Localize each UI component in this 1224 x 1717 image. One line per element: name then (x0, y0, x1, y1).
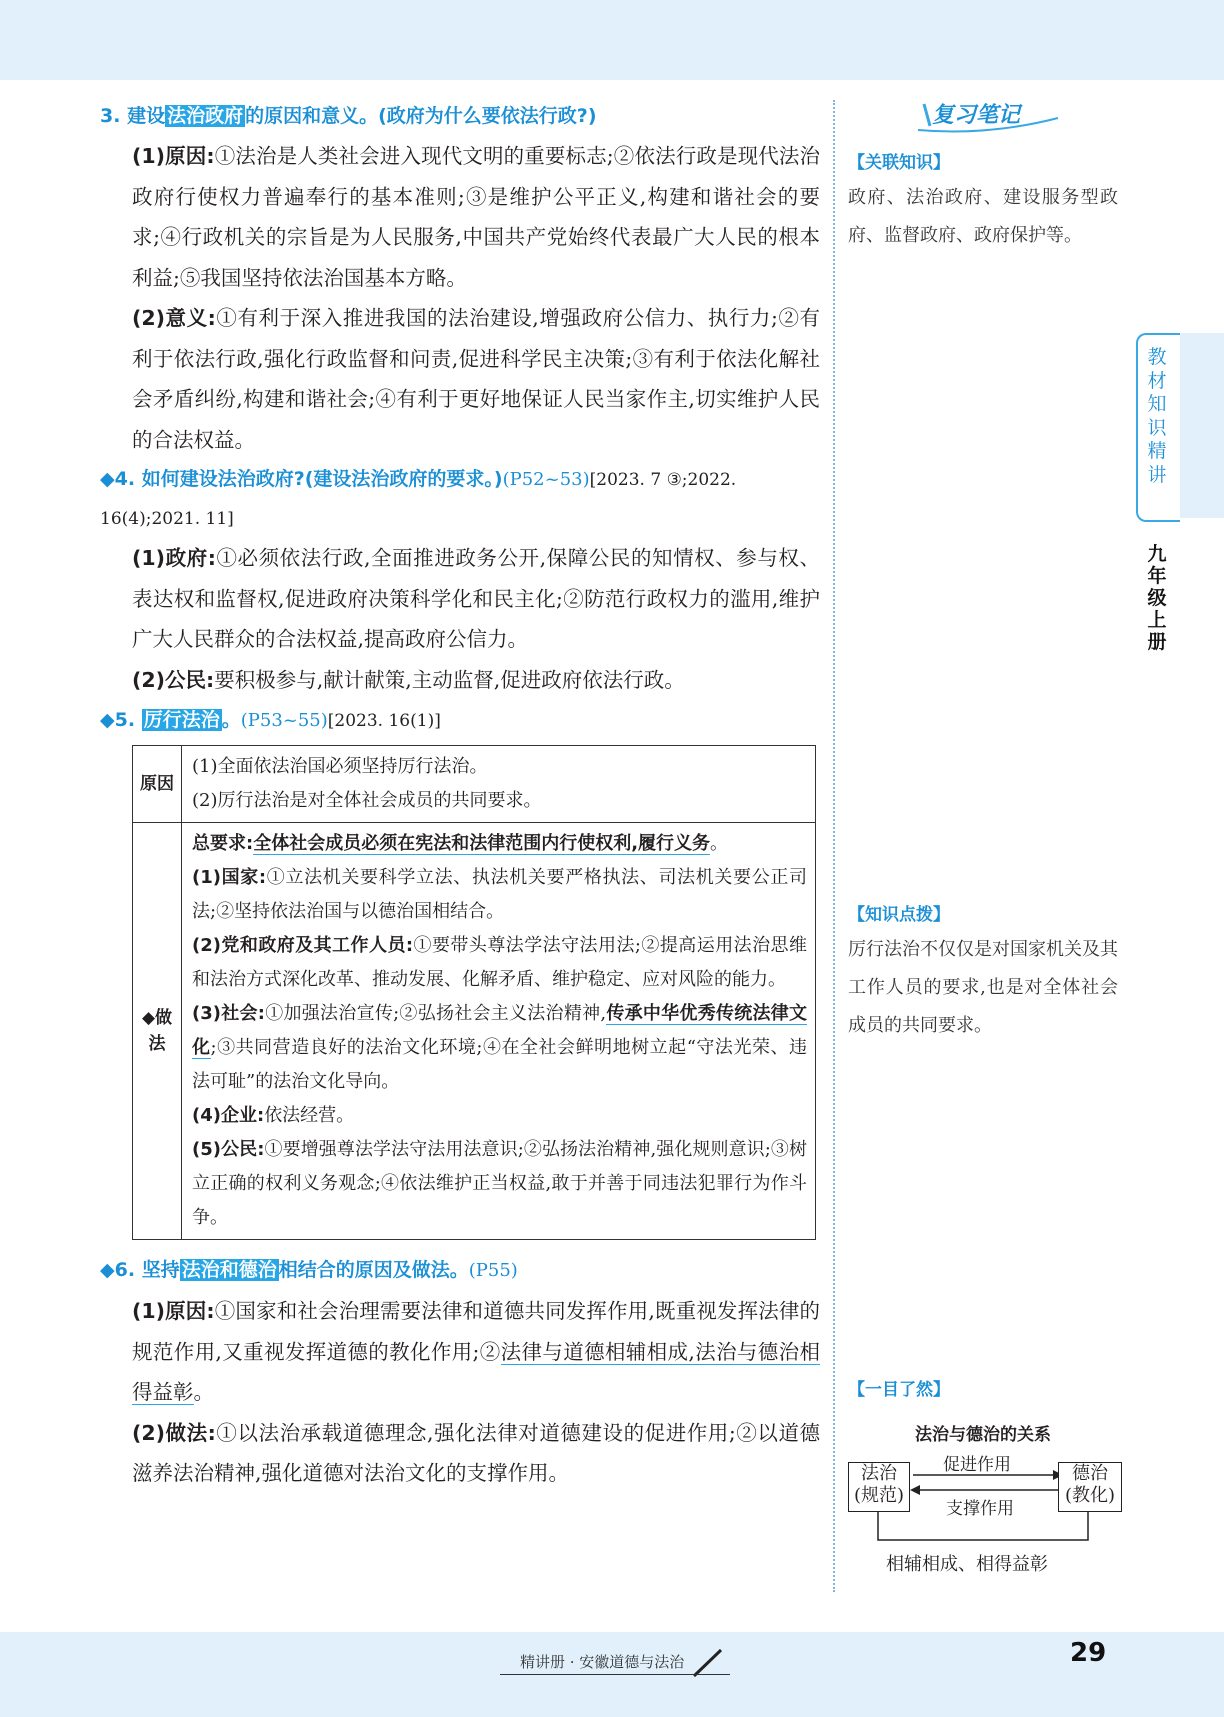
section-4-citizen (100, 660, 820, 701)
section-5-title (100, 700, 820, 741)
support-label: 支撑作用 (946, 1499, 1014, 1519)
item-text: ①有利于深入推进我国的法治建设,增强政府公信力、执行力;②有利于依法行政,强化行政监督和问责,促进科学民主决策;③有利于依法化解社会矛盾纠纷,构建和谐社会;④有利于更好地保证人民当家作主,切实维护人民的合法权益。 (132, 306, 821, 452)
underlined-text: 全体社会成员必须在宪法和法律范围内行使权利,履行义务 (253, 833, 711, 854)
at-a-glance (848, 1375, 1118, 1400)
section-3-significance (100, 298, 820, 460)
tip-tag: 【知识点拨】 (848, 905, 950, 925)
list-item (192, 1099, 807, 1133)
title-highlight: 法治政府 (167, 105, 244, 127)
title-highlight: 厉行法治 (143, 709, 220, 731)
item-text: ①要增强尊法学法守法用法意识;②弘扬法治精神,强化规则意识;③树立正确的权利义务观念;④依法维护正当权益,敢于并善于同违法犯罪行为作斗争。 (192, 1139, 807, 1228)
list-item (192, 997, 807, 1099)
list-item (192, 861, 807, 929)
section-4-title (100, 460, 820, 538)
table-row (133, 823, 816, 1240)
item-text: ①国家和社会治理需要法律和道德共同发挥作用,既重视发挥法律的规范作用,又重视发挥道德的教化作用;② (132, 1299, 821, 1364)
item-text: ①立法机关要科学立法、执法机关要严格执法、司法机关要公正司法;②坚持依法治国与以德治国相结合。 (192, 867, 807, 922)
item-label: (2)公民: (132, 667, 215, 692)
item-text: ;③共同营造良好的法治文化环境;④在全社会鲜明地树立起“守法光荣、违法可耻”的法治文化导向。 (192, 1037, 808, 1092)
item-text: ①要带头尊法学法守法用法;②提高运用法治思维和法治方式深化改革、推动发展、化解矛盾、维护稳定、应对风险的能力。 (192, 935, 807, 990)
grade-label: 九年级上册 (1147, 543, 1167, 653)
related-text: 政府、法治政府、建设服务型政府、监督政府、政府保护等。 (848, 187, 1118, 246)
section-number: 5. (114, 709, 136, 731)
review-notes-header (908, 96, 1068, 132)
section-3-title (100, 96, 820, 136)
box-label: 德治 (1072, 1463, 1108, 1484)
underlined-text: 法律与道德相辅相成,法治与德治相得益彰 (132, 1339, 820, 1404)
section-number: 3. (100, 105, 121, 127)
side-tab-label: 教材知识精讲 (1147, 346, 1167, 486)
row-header-reason: 原因 (133, 746, 182, 823)
related-knowledge (848, 148, 1118, 255)
item-text: 。 (193, 1380, 214, 1404)
page-reference: (P55) (468, 1260, 518, 1281)
table-row (133, 746, 816, 823)
page-reference: (P53~55) (240, 710, 328, 731)
item-label: 总要求: (192, 833, 254, 854)
underlined-text: 传承中华优秀传统法律文化 (192, 1003, 807, 1058)
title-text: 坚持 (141, 1259, 180, 1281)
item-label: (1)原因: (132, 144, 215, 168)
section-6-practice (100, 1413, 820, 1494)
side-tab-shade (1178, 333, 1224, 518)
title-text: 。 (221, 709, 241, 731)
footer-underline (500, 1674, 730, 1675)
book-title: 精讲册 · 安徽道德与法治 (520, 1653, 685, 1671)
item-label: (3)社会: (192, 1003, 265, 1024)
section-6-reason (100, 1291, 820, 1413)
title-text: 相结合的原因及做法。 (278, 1259, 469, 1281)
header-band (0, 0, 1224, 80)
rule-of-law-box (848, 1462, 910, 1512)
item-text: 依法经营。 (264, 1105, 355, 1126)
box-sublabel: (规范) (853, 1485, 905, 1506)
item-text: 要积极参与,献计献策,主动监督,促进政府依法行政。 (214, 667, 685, 692)
header-text: ◆做 (141, 1008, 173, 1028)
item-text: 。 (710, 833, 729, 854)
item-label: (2)意义: (132, 306, 216, 330)
item-label: (5)公民: (192, 1139, 265, 1160)
book-footer (520, 1648, 729, 1678)
section-3-reason (100, 136, 820, 298)
general-requirement (192, 827, 807, 861)
item-label: (1)国家: (192, 867, 267, 888)
practice-cell (182, 823, 816, 1240)
list-item: (1)全面依法治国必须坚持厉行法治。 (192, 756, 488, 777)
item-text: ①加强法治宣传;②弘扬社会主义法治精神, (264, 1003, 607, 1024)
page-reference: (P52~53) (502, 469, 590, 490)
main-column (100, 96, 820, 1494)
rule-of-law-virtue-diagram (848, 1412, 1123, 1592)
list-item (192, 929, 807, 997)
page-number: 29 (1070, 1638, 1107, 1668)
exam-reference: [2023. 7 ③;2022. 16(4);2021. 11] (100, 470, 737, 529)
title-text: 建设 (127, 105, 166, 127)
section-6-title (100, 1250, 820, 1291)
item-text: ①必须依法行政,全面推进政务公开,保障公民的知情权、参与权、表达权和监督权,促进政府决策科学化和民主化;②防范行政权力的滥用,维护广大人民群众的合法权益,提高政府公信力。 (132, 546, 820, 651)
item-label: (1)政府: (132, 546, 216, 570)
key-point-marker: ◆ (100, 1259, 115, 1281)
item-label: (1)原因: (132, 1299, 215, 1323)
key-point-marker: ◆ (100, 709, 115, 731)
box-sublabel: (教化) (1064, 1485, 1116, 1506)
box-label: 法治 (861, 1463, 897, 1484)
item-text: ①法治是人类社会进入现代文明的重要标志;②依法行政是现代法治政府行使权力普遍奉行的基本准则;③是维护公平正义,构建和谐社会的要求;④行政机关的宗旨是为人民服务,中国共产党始终代表最广大人民的根本利益;⑤我国坚持依法治国基本方略。 (132, 144, 821, 290)
item-label: (2)做法: (132, 1420, 216, 1445)
key-point-marker: ◆ (100, 468, 115, 490)
rule-of-law-table (132, 745, 816, 1240)
section-number: 6. (114, 1259, 136, 1281)
promote-label: 促进作用 (943, 1455, 1011, 1475)
tip-text: 厉行法治不仅仅是对国家机关及其工作人员的要求,也是对全体社会成员的共同要求。 (848, 939, 1118, 1036)
item-label: (4)企业: (192, 1105, 265, 1126)
exam-reference: [2023. 16(1)] (327, 711, 441, 731)
title-highlight: 法治和德治 (181, 1259, 277, 1281)
related-tag: 【关联知识】 (848, 153, 950, 173)
glance-tag: 【一目了然】 (848, 1380, 950, 1400)
title-text: 如何建设法治政府?(建设法治政府的要求。) (141, 468, 503, 490)
rule-of-virtue-box (1058, 1462, 1122, 1512)
reason-cell (182, 746, 816, 823)
list-item (192, 1133, 807, 1235)
diagram-title: 法治与德治的关系 (915, 1425, 1051, 1445)
row-header-practice (133, 823, 182, 1240)
review-notes-title: 复习笔记 (932, 103, 1021, 128)
column-separator (833, 100, 835, 1592)
knowledge-tip (848, 900, 1118, 1045)
relationship-label: 相辅相成、相得益彰 (886, 1554, 1048, 1575)
title-text: 的原因和意义。(政府为什么要依法行政?) (245, 105, 597, 127)
item-text: ①以法治承载道德理念,强化法律对道德建设的促进作用;②以道德滋养法治精神,强化道德对法治文化的支撑作用。 (132, 1420, 821, 1485)
header-text: 法 (148, 1034, 166, 1054)
item-label: (2)党和政府及其工作人员: (192, 935, 414, 956)
list-item: (2)厉行法治是对全体社会成员的共同要求。 (192, 790, 542, 811)
section-number: 4. (114, 468, 136, 490)
section-4-government (100, 538, 820, 660)
